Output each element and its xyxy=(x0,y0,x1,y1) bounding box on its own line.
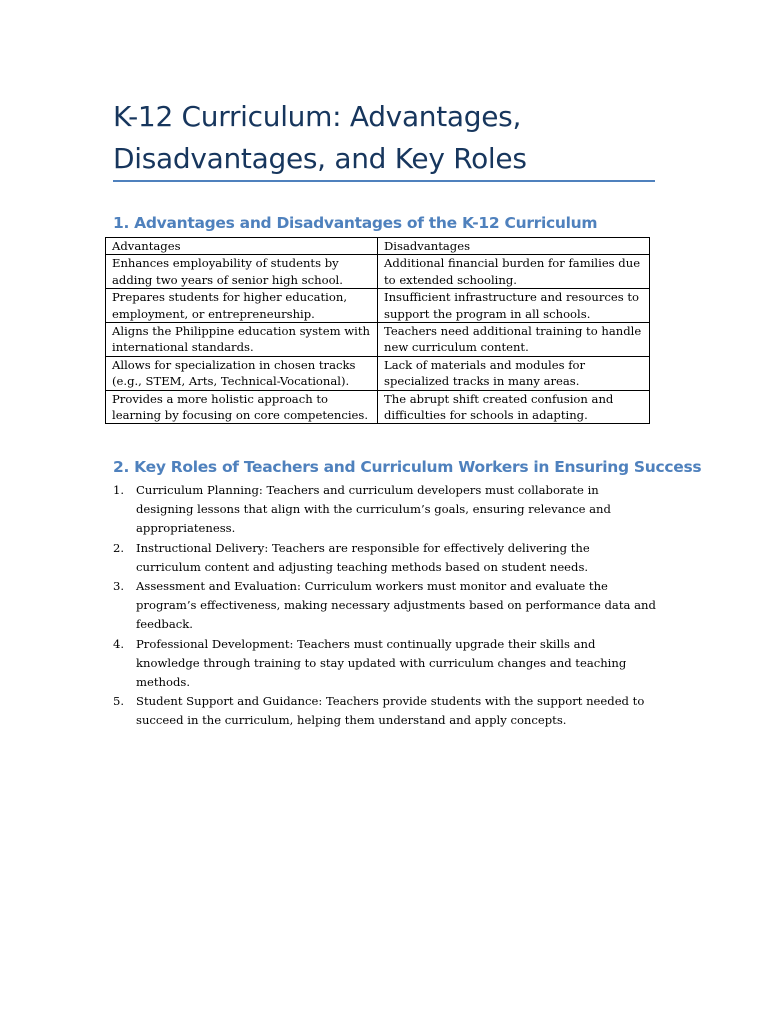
table-cell-advantage: Prepares students for higher education, employment, or entrepreneurship. xyxy=(106,289,378,323)
list-item xyxy=(113,539,658,577)
table-cell-advantage: Aligns the Philippine education system with international standards. xyxy=(106,323,378,357)
list-item-text: Curriculum Planning: Teachers and curriculum developers must collaborate in designing lessons that align with the curriculum’s goals, ensuring relevance and appropriateness. xyxy=(136,483,611,536)
table-row xyxy=(106,255,650,289)
list-item-number: 2. xyxy=(113,540,125,555)
list-item-number: 4. xyxy=(113,636,125,651)
table-cell-disadvantage: Additional financial burden for families due to extended schooling. xyxy=(378,255,650,289)
table-header-row xyxy=(106,238,650,255)
table-row xyxy=(106,356,650,390)
table-cell-disadvantage: Insufficient infrastructure and resources to support the program in all schools. xyxy=(378,289,650,323)
table-cell-advantage: Enhances employability of students by adding two years of senior high school. xyxy=(106,255,378,289)
list-item xyxy=(113,692,658,730)
list-item-text: Instructional Delivery: Teachers are responsible for effectively delivering the curriculum content and adjusting teaching methods based on student needs. xyxy=(136,540,590,574)
list-item-text: Assessment and Evaluation: Curriculum workers must monitor and evaluate the program’s effectiveness, making necessary adjustments based on performance data and feedback. xyxy=(136,579,656,632)
key-roles-list xyxy=(113,481,658,731)
list-item-number: 5. xyxy=(113,694,125,709)
table-cell-advantage: Provides a more holistic approach to learning by focusing on core competencies. xyxy=(106,390,378,424)
table-cell-disadvantage: The abrupt shift created confusion and difficulties for schools in adapting. xyxy=(378,390,650,424)
title-underline xyxy=(113,180,655,182)
list-item-number: 1. xyxy=(113,483,125,497)
table-row xyxy=(106,323,650,357)
page-title: K-12 Curriculum: Advantages, Disadvantages, and Key Roles xyxy=(113,100,527,175)
list-item xyxy=(113,635,658,693)
table-cell-disadvantage: Lack of materials and modules for specialized tracks in many areas. xyxy=(378,356,650,390)
table-row xyxy=(106,390,650,424)
list-item xyxy=(113,481,658,539)
table-cell-disadvantage: Teachers need additional training to handle new curriculum content. xyxy=(378,323,650,357)
list-item-number: 3. xyxy=(113,579,125,594)
table-row xyxy=(106,289,650,323)
table-cell-advantage: Allows for specialization in chosen tracks (e.g., STEM, Arts, Technical-Vocational). xyxy=(106,356,378,390)
table-header-cell: Disadvantages xyxy=(378,238,650,255)
table-header-cell: Advantages xyxy=(106,238,378,255)
list-item xyxy=(113,577,658,635)
advantages-disadvantages-table xyxy=(105,237,650,424)
list-item-text: Student Support and Guidance: Teachers provide students with the support needed to succeed in the curriculum, helping them understand and apply concepts. xyxy=(136,694,645,728)
section-heading-advantages: 1. Advantages and Disadvantages of the K-12 Curriculum xyxy=(113,214,598,232)
section-heading-key-roles: 2. Key Roles of Teachers and Curriculum Workers in Ensuring Success xyxy=(113,458,702,476)
list-item-text: Professional Development: Teachers must continually upgrade their skills and knowledge through training to stay updated with curriculum changes and teaching methods. xyxy=(136,636,627,690)
